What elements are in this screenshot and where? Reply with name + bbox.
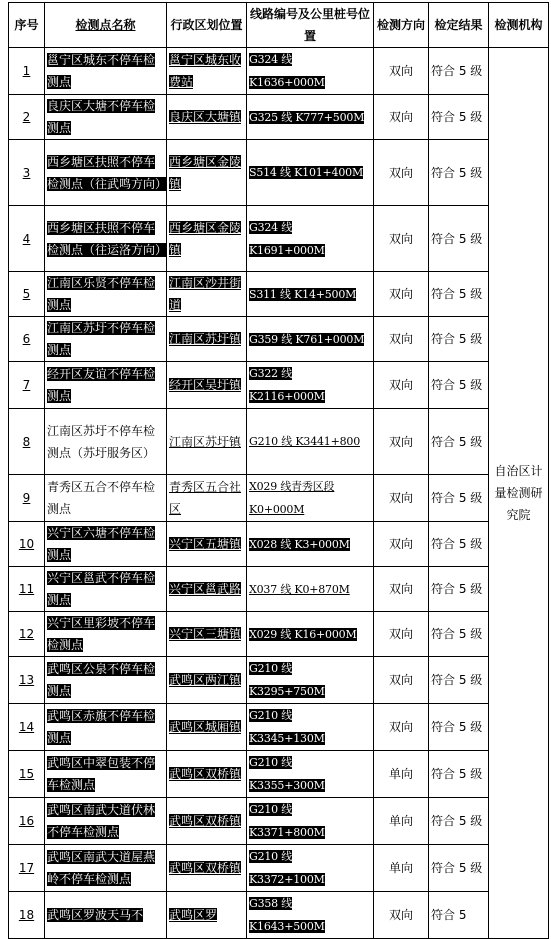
direction: 双向 (374, 567, 429, 612)
direction: 双向 (374, 612, 429, 657)
result: 符合 5 级 (429, 567, 489, 612)
point-name: 良庆区大塘不停车检测点 (45, 95, 167, 140)
header-name: 检测点名称 (45, 3, 167, 48)
area-location: 江南区苏圩镇 (167, 409, 247, 475)
result: 符合 5 级 (429, 751, 489, 798)
direction: 双向 (374, 140, 429, 206)
table-row (9, 140, 549, 206)
area-location: 兴宁区三塘镇 (167, 612, 247, 657)
direction: 单向 (374, 845, 429, 892)
road-position: X037 线 K0+870M (247, 567, 374, 612)
road-position: G210 线 K3372+100M (247, 845, 374, 892)
table-row (9, 475, 549, 522)
area-location: 武鸣区城厢镇 (167, 704, 247, 751)
point-name: 西乡塘区扶照不停车检测点（往运洛方向） (45, 206, 167, 272)
row-number: 9 (9, 475, 45, 522)
row-number: 4 (9, 206, 45, 272)
row-number: 15 (9, 751, 45, 798)
point-name: 江南区苏圩不停车检测点 (45, 317, 167, 362)
area-location: 武鸣区双桥镇 (167, 798, 247, 845)
result: 符合 5 (429, 892, 489, 939)
direction: 单向 (374, 798, 429, 845)
point-name: 武鸣区赤旗不停车检测点 (45, 704, 167, 751)
header-org: 检测机构 (489, 3, 549, 48)
road-position: G210 线 K3355+300M (247, 751, 374, 798)
direction: 双向 (374, 95, 429, 140)
area-location: 武鸣区罗 (167, 892, 247, 939)
area-location: 江南区苏圩镇 (167, 317, 247, 362)
table-row (9, 522, 549, 567)
table-row (9, 317, 549, 362)
header-area: 行政区划位置 (167, 3, 247, 48)
result: 符合 5 级 (429, 475, 489, 522)
table-row (9, 845, 549, 892)
row-number: 11 (9, 567, 45, 612)
area-location: 西乡塘区金陵镇 (167, 206, 247, 272)
header-result: 检定结果 (429, 3, 489, 48)
point-name: 武鸣区南武大道屋燕岭不停车检测点 (45, 845, 167, 892)
point-name: 西乡塘区扶照不停车检测点（往武鸣方向） (45, 140, 167, 206)
result: 符合 5 级 (429, 798, 489, 845)
point-name: 武鸣区中翠包装不停车检测点 (45, 751, 167, 798)
table-row (9, 409, 549, 475)
row-number: 12 (9, 612, 45, 657)
table-row (9, 567, 549, 612)
row-number: 8 (9, 409, 45, 475)
area-location: 兴宁区邕武路 (167, 567, 247, 612)
direction: 双向 (374, 409, 429, 475)
row-number: 1 (9, 48, 45, 95)
area-location: 武鸣区两江镇 (167, 657, 247, 704)
row-number: 14 (9, 704, 45, 751)
result: 符合 5 级 (429, 612, 489, 657)
direction: 双向 (374, 272, 429, 317)
road-position: G322 线 K2116+000M (247, 362, 374, 409)
table-row (9, 892, 549, 939)
area-location: 邕宁区城东收费站 (167, 48, 247, 95)
table-row (9, 206, 549, 272)
result: 符合 5 级 (429, 409, 489, 475)
table-row (9, 657, 549, 704)
point-name: 武鸣区公泉不停车检测点 (45, 657, 167, 704)
road-position: G324 线 K1636+000M (247, 48, 374, 95)
point-name: 江南区苏圩不停车检测点（苏圩服务区） (45, 409, 167, 475)
road-position: G324 线 K1691+000M (247, 206, 374, 272)
table-row (9, 48, 549, 95)
road-position: X029 线 K16+000M (247, 612, 374, 657)
result: 符合 5 级 (429, 272, 489, 317)
road-position: G325 线 K777+500M (247, 95, 374, 140)
road-position: G358 线 K1643+500M (247, 892, 374, 939)
result: 符合 5 级 (429, 362, 489, 409)
header-road: 线路编号及公里桩号位置 (247, 3, 374, 48)
result: 符合 5 级 (429, 206, 489, 272)
point-name: 青秀区五合不停车检测点 (45, 475, 167, 522)
road-position: G210 线 K3371+800M (247, 798, 374, 845)
header-row (9, 3, 549, 48)
table-row (9, 95, 549, 140)
road-position: S311 线 K14+500M (247, 272, 374, 317)
point-name: 兴宁区邕武不停车检测点 (45, 567, 167, 612)
point-name: 经开区友谊不停车检测点 (45, 362, 167, 409)
result: 符合 5 级 (429, 704, 489, 751)
header-no: 序号 (9, 3, 45, 48)
point-name: 兴宁区六塘不停车检测点 (45, 522, 167, 567)
row-number: 13 (9, 657, 45, 704)
point-name: 武鸣区罗波天马不 (45, 892, 167, 939)
road-position: X029 线青秀区段 K0+000M (247, 475, 374, 522)
row-number: 7 (9, 362, 45, 409)
area-location: 兴宁区五塘镇 (167, 522, 247, 567)
direction: 双向 (374, 362, 429, 409)
detection-points-table (8, 2, 549, 939)
table-row (9, 362, 549, 409)
direction: 双向 (374, 206, 429, 272)
road-position: G359 线 K761+000M (247, 317, 374, 362)
table-row (9, 751, 549, 798)
point-name: 江南区乐贤不停车检测点 (45, 272, 167, 317)
row-number: 2 (9, 95, 45, 140)
direction: 双向 (374, 657, 429, 704)
direction: 双向 (374, 317, 429, 362)
area-location: 良庆区大塘镇 (167, 95, 247, 140)
table-row (9, 612, 549, 657)
road-position: G210 线 K3441+800 (247, 409, 374, 475)
result: 符合 5 级 (429, 95, 489, 140)
area-location: 江南区沙井街道 (167, 272, 247, 317)
road-position: S514 线 K101+400M (247, 140, 374, 206)
result: 符合 5 级 (429, 657, 489, 704)
direction: 双向 (374, 704, 429, 751)
row-number: 5 (9, 272, 45, 317)
row-number: 18 (9, 892, 45, 939)
organization-cell: 自治区计量检测研究院 (489, 48, 549, 939)
table-row (9, 798, 549, 845)
direction: 双向 (374, 475, 429, 522)
result: 符合 5 级 (429, 140, 489, 206)
road-position: G210 线 K3345+130M (247, 704, 374, 751)
table-row (9, 704, 549, 751)
header-direction: 检测方向 (374, 3, 429, 48)
point-name: 邕宁区城东不停车检测点 (45, 48, 167, 95)
row-number: 16 (9, 798, 45, 845)
direction: 双向 (374, 892, 429, 939)
row-number: 6 (9, 317, 45, 362)
result: 符合 5 级 (429, 522, 489, 567)
area-location: 青秀区五合社区 (167, 475, 247, 522)
area-location: 经开区吴圩镇 (167, 362, 247, 409)
row-number: 3 (9, 140, 45, 206)
row-number: 10 (9, 522, 45, 567)
direction: 单向 (374, 751, 429, 798)
result: 符合 5 级 (429, 317, 489, 362)
area-location: 西乡塘区金陵镇 (167, 140, 247, 206)
point-name: 兴宁区里彩坡不停车检测点 (45, 612, 167, 657)
road-position: X028 线 K3+000M (247, 522, 374, 567)
direction: 双向 (374, 522, 429, 567)
direction: 双向 (374, 48, 429, 95)
table-row (9, 272, 549, 317)
row-number: 17 (9, 845, 45, 892)
area-location: 武鸣区双桥镇 (167, 751, 247, 798)
result: 符合 5 级 (429, 48, 489, 95)
point-name: 武鸣区南武大道伏林不停车检测点 (45, 798, 167, 845)
result: 符合 5 级 (429, 845, 489, 892)
area-location: 武鸣区双桥镇 (167, 845, 247, 892)
road-position: G210 线 K3295+750M (247, 657, 374, 704)
